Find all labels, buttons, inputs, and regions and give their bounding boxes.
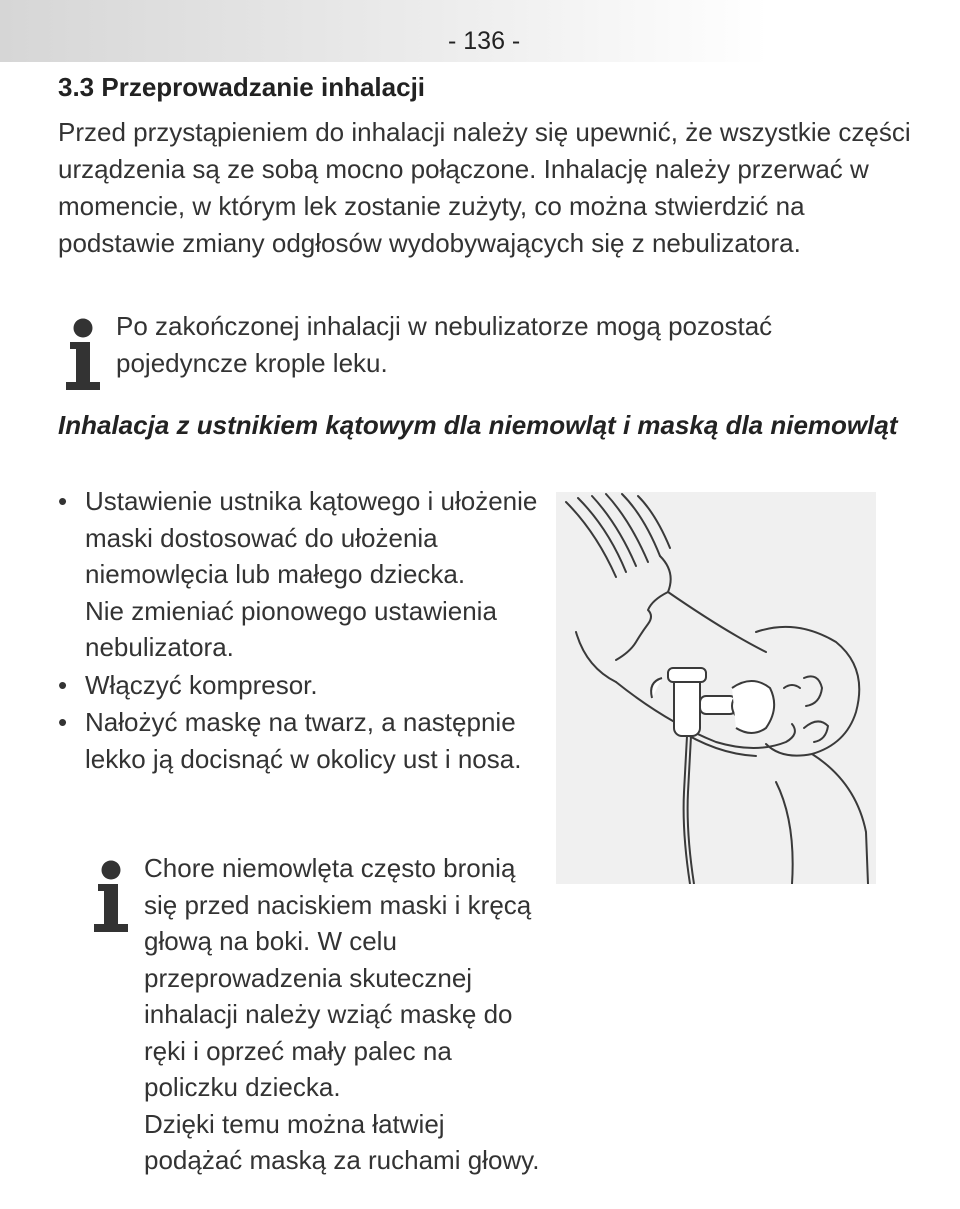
list-item-text: Ustawienie ustnika kątowego i ułożenie maski dostosować do ułożenia niemowlęcia lub małego dziecka. (85, 486, 538, 589)
info-note-1: Po zakończonej inhalacji w nebulizatorze mogą pozostać pojedyncze krople leku. (116, 311, 773, 378)
intro-paragraph: Przed przystąpieniem do inhalacji należy się upewnić, że wszystkie części urządzenia są ze sobą mocno połączone. Inhalację należy przerwać w momencie, w którym lek zostanie zużyty, co można stwierdzić na podstawie zmiany odgłosów wydobywających się z nebulizatora. (58, 117, 911, 258)
info-i-icon (88, 860, 134, 932)
info-i-icon (60, 318, 106, 390)
info-note-2 (144, 850, 544, 1179)
inhalation-illustration (556, 492, 876, 884)
list-item (58, 483, 548, 666)
info-note-2-text: Chore niemowlęta często bronią się przed naciskiem maski i kręcą głową na boki. W celu przeprowadzenia skutecznej inhalacji należy wziąć maskę do ręki i oprzeć mały palec na policzku dziecka. (144, 853, 532, 1102)
info-note-2-extra: Dzięki temu można łatwiej podążać maską za ruchami głowy. (144, 1108, 540, 1175)
page-number: - 136 - (448, 27, 521, 55)
list-item-extra-text: Nie zmieniać pionowego ustawienia nebulizatora. (85, 595, 497, 662)
list-item-text: Włączyć kompresor. (85, 669, 318, 700)
subheading: Inhalacja z ustnikiem kątowym dla niemowląt i maską dla niemowląt (58, 410, 898, 440)
list-item (58, 704, 548, 777)
instruction-list (58, 483, 548, 778)
list-item-text: Nałożyć maskę na twarz, a następnie lekko ją docisnąć w okolicy ust i nosa. (85, 707, 522, 774)
list-item (58, 667, 548, 704)
section-title: 3.3 Przeprowadzanie inhalacji (58, 72, 426, 102)
